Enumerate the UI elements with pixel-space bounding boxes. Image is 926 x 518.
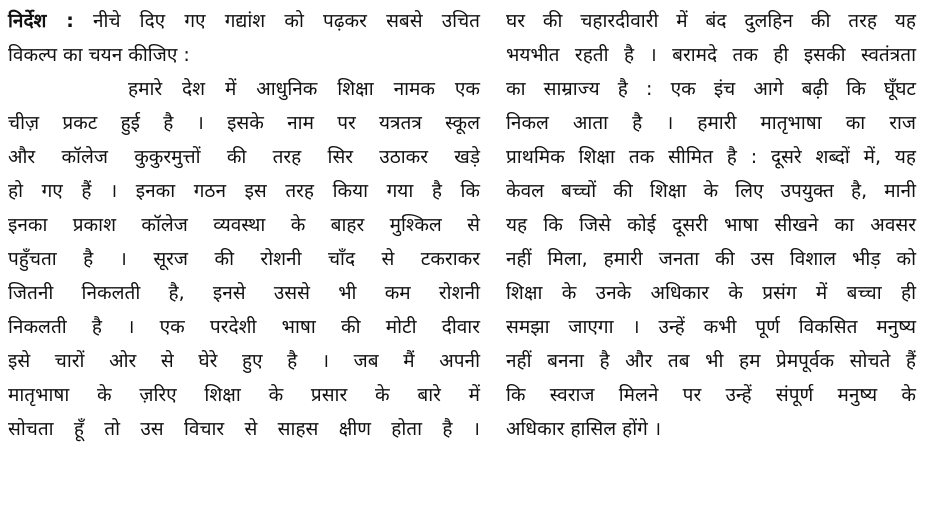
- passage-left-line: इनका प्रकाश कॉलेज व्यवस्था के बाहर मुश्किल से: [8, 214, 480, 236]
- instruction-line-1: [8, 4, 480, 38]
- passage-right-line: कि स्वराज मिलने पर उन्हें संपूर्ण मनुष्य के: [506, 384, 916, 406]
- passage-right-line: घर की चहारदीवारी में बंद दुलहिन की तरह यह: [506, 10, 916, 32]
- passage-right-line: केवल बच्चों की शिक्षा के लिए उपयुक्त है, मानी: [506, 180, 916, 202]
- passage-right-line: नहीं बनना है और तब भी हम प्रेमपूर्वक सोचते हैं: [506, 350, 916, 372]
- passage-right-line: निकल आता है । हमारी मातृभाषा का राज: [506, 112, 916, 134]
- passage-right-line: अधिकार हासिल होंगे ।: [506, 418, 662, 440]
- passage-left-line: सोचता हूँ तो उस विचार से साहस क्षीण होता है ।: [8, 418, 480, 440]
- passage-left-line: चीज़ प्रकट हुई है । इसके नाम पर यत्रतत्र स्कूल: [8, 112, 480, 134]
- passage-right-line: यह कि जिसे कोई दूसरी भाषा सीखने का अवसर: [506, 214, 916, 236]
- instruction-text-1: नीचे दिए गए गद्यांश को पढ़कर सबसे उचित: [92, 10, 480, 32]
- passage-left-line: इसे चारों ओर से घेरे हुए है । जब मैं अपनी: [8, 350, 480, 372]
- instruction-label: निर्देश :: [8, 10, 74, 32]
- instruction-line-2: विकल्प का चयन कीजिए :: [8, 44, 190, 66]
- passage-right-line: शिक्षा के उनके अधिकार के प्रसंग में बच्चा ही: [506, 282, 916, 304]
- passage-right-line: भयभीत रहती है । बरामदे तक ही इसकी स्वतंत्रता: [506, 44, 916, 66]
- passage-right-line: समझा जाएगा । उन्हें कभी पूर्ण विकसित मनुष्य: [506, 316, 916, 338]
- passage-left-line: और कॉलेज कुकुरमुत्तों की तरह सिर उठाकर खड़े: [8, 146, 480, 168]
- passage-right-line: प्राथमिक शिक्षा तक सीमित है : दूसरे शब्दों में, यह: [506, 146, 916, 168]
- passage-left-line: मातृभाषा के ज़रिए शिक्षा के प्रसार के बारे में: [8, 384, 480, 406]
- passage-right-line: का साम्राज्य है : एक इंच आगे बढ़ी कि घूँघट: [506, 78, 916, 100]
- left-column: [8, 4, 480, 446]
- right-column: [506, 4, 916, 446]
- passage-right-line: नहीं मिला, हमारी जनता की उस विशाल भीड़ को: [506, 248, 916, 270]
- passage-left-line: निकलती है । एक परदेशी भाषा की मोटी दीवार: [8, 316, 480, 338]
- passage-left-line: पहुँचता है । सूरज की रोशनी चाँद से टकराकर: [8, 248, 480, 270]
- passage-left-line: जितनी निकलती है, इनसे उससे भी कम रोशनी: [8, 282, 480, 304]
- passage-left-line: हो गए हैं । इनका गठन इस तरह किया गया है कि: [8, 180, 480, 202]
- passage-left-line: हमारे देश में आधुनिक शिक्षा नामक एक: [128, 78, 480, 100]
